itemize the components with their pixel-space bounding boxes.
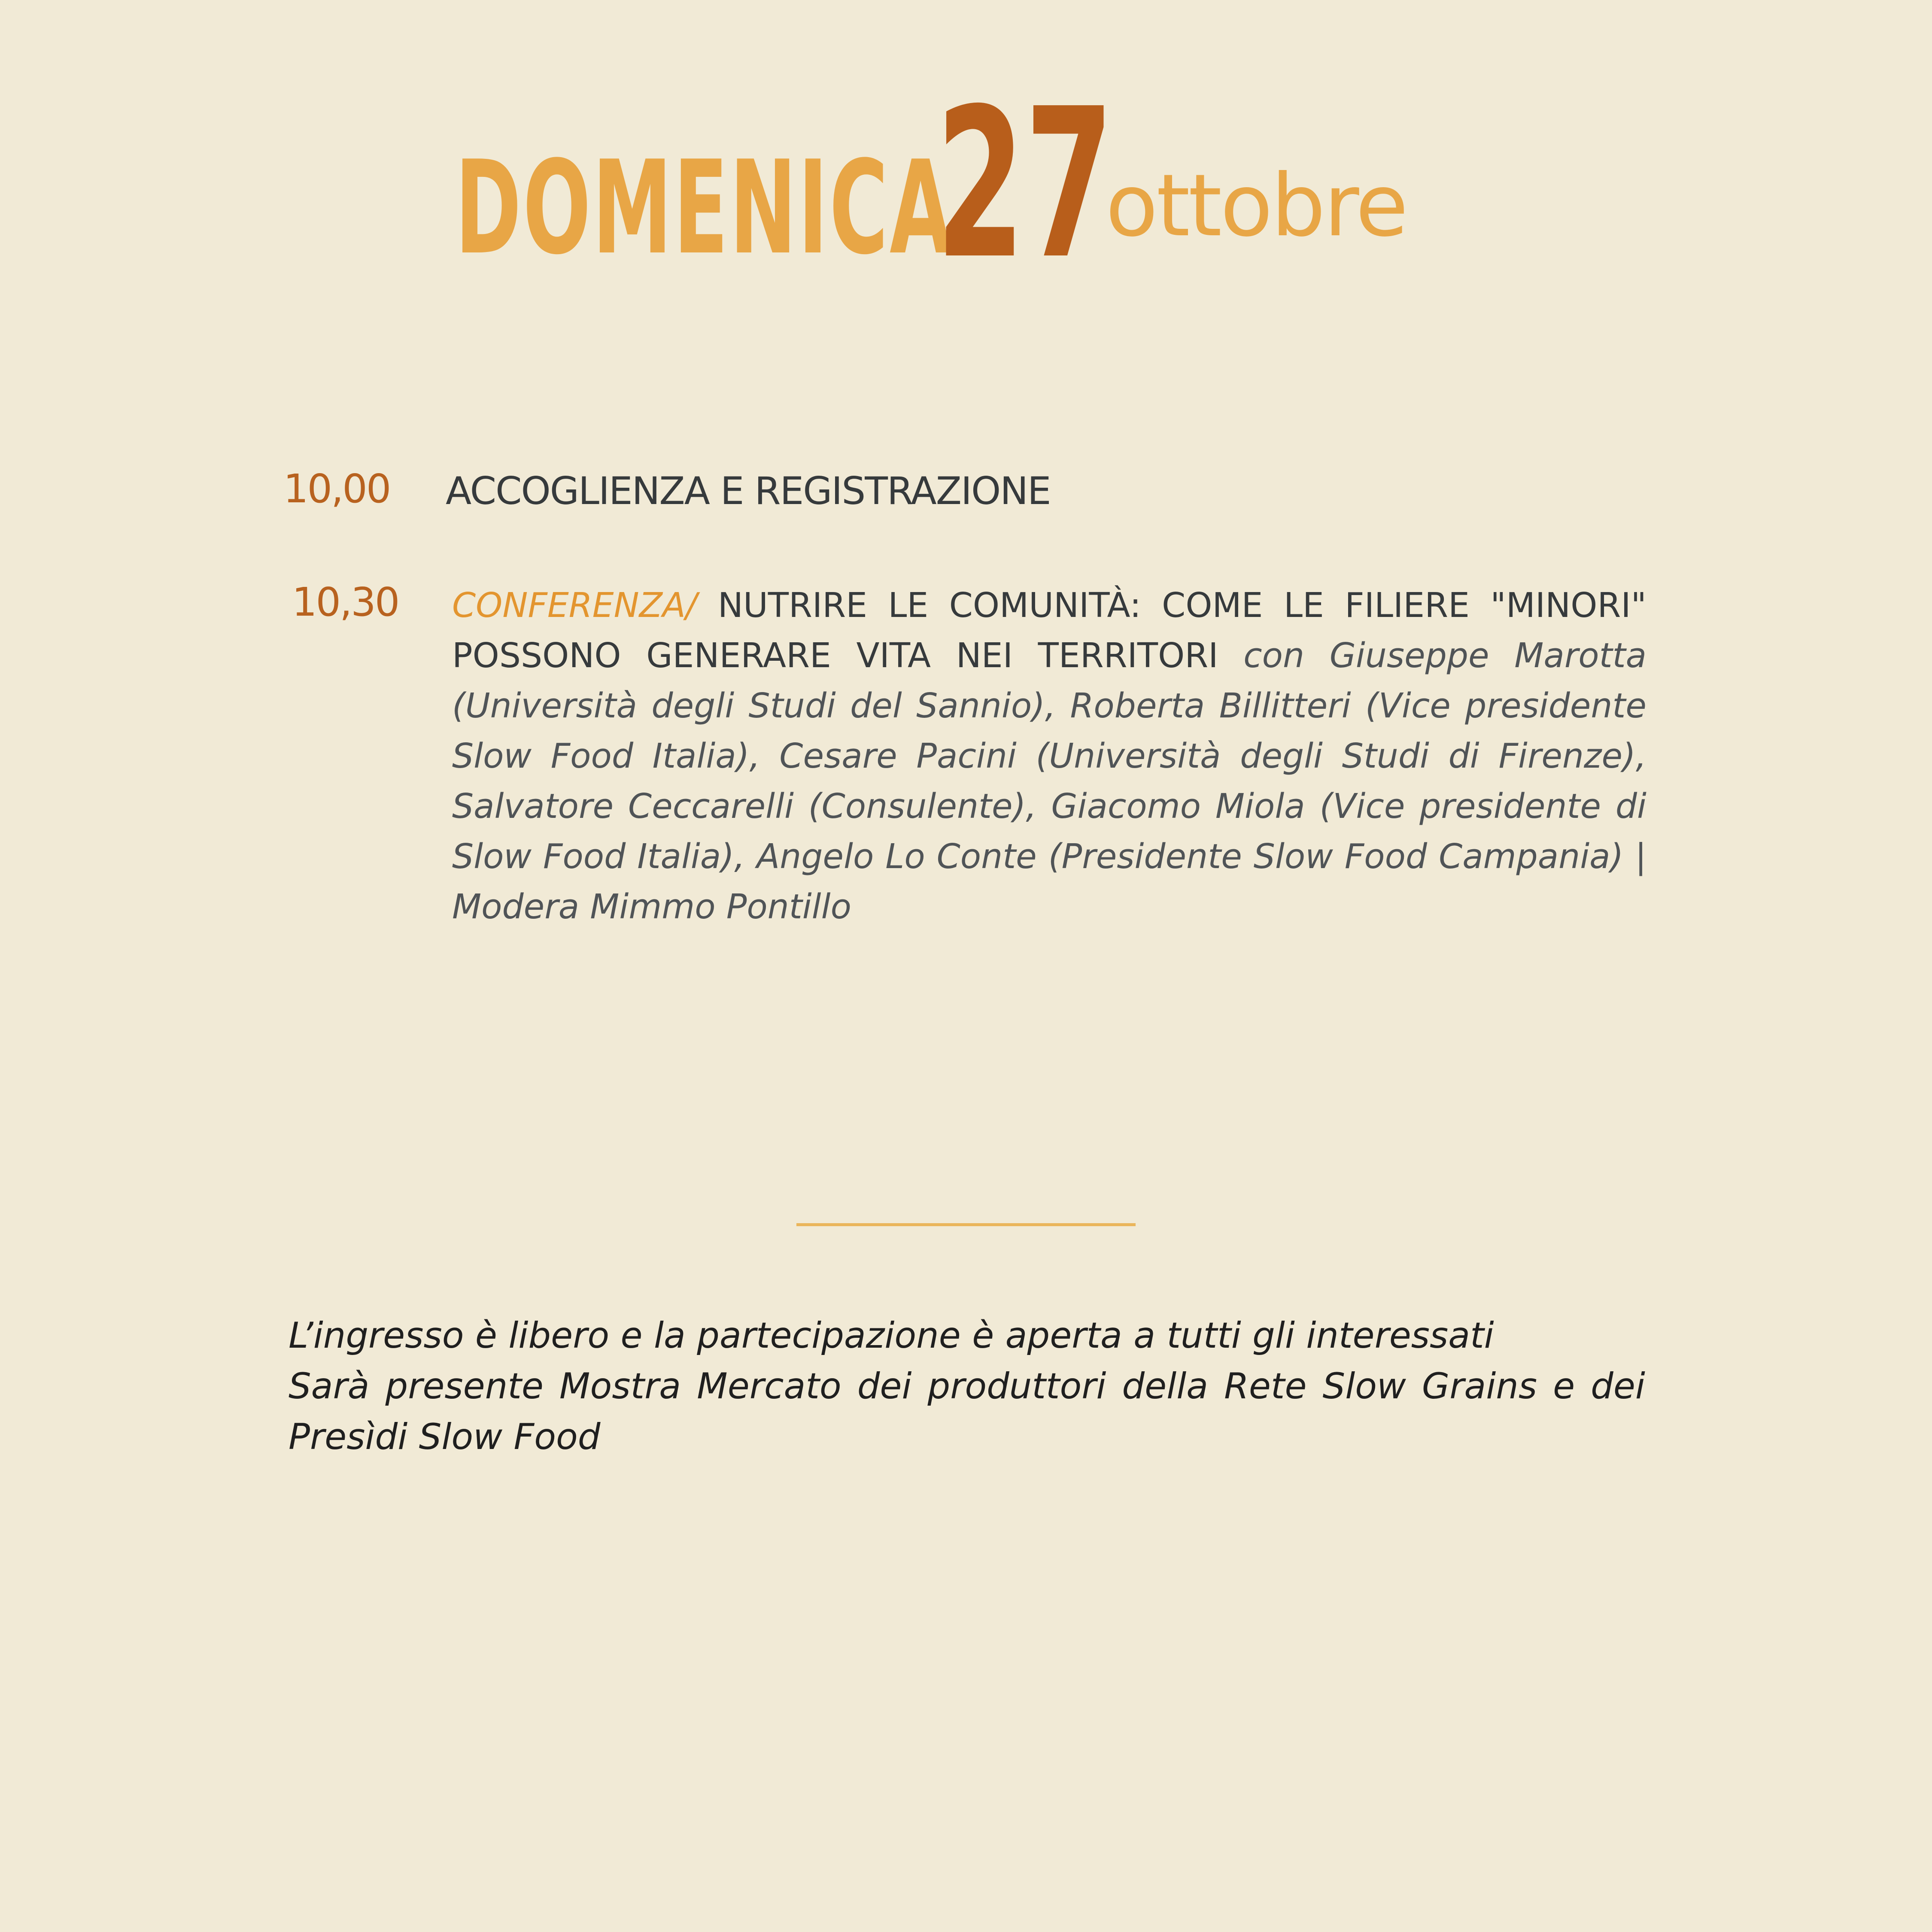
- event-title: NUTRIRE LE COMUNITÀ: COME LE FILIERE "MINORI" POSSONO GENERARE VITA NEI TERRITORI: [452, 586, 1646, 675]
- notes: [289, 1310, 1645, 1462]
- divider: [796, 1223, 1136, 1226]
- note-entry-free: L’ingresso è libero e la partecipazione è aperta a tutti gli interessati: [289, 1315, 1494, 1356]
- event-description: con Giuseppe Marotta (Università degli Studi del Sannio), Roberta Billitteri (Vice presidente Slow Food Italia), Cesare Pacini (Università degli Studi di Firenze), Salvatore Ceccarelli (Consulente), Giacomo Miola (Vice presidente di Slow Food Italia), Angelo Lo Conte (Presidente Slow Food Campania) | Modera Mimmo Pontillo: [452, 636, 1646, 927]
- month-name: ottobre: [1106, 156, 1407, 256]
- day-number: 27: [936, 64, 1114, 304]
- schedule-event-title: ACCOGLIENZA E REGISTRAZIONE: [446, 469, 1051, 513]
- note-market: Sarà presente Mostra Mercato dei produttori della Rete Slow Grains e dei Presìdi Slow Food: [289, 1365, 1645, 1458]
- schedule-event: [452, 580, 1646, 932]
- schedule-time: 10,00: [283, 466, 390, 512]
- day-name: DOMENICA: [455, 133, 953, 283]
- page-header: [455, 64, 1485, 304]
- event-type: CONFERENZA/: [452, 586, 697, 625]
- schedule-time: 10,30: [292, 579, 399, 625]
